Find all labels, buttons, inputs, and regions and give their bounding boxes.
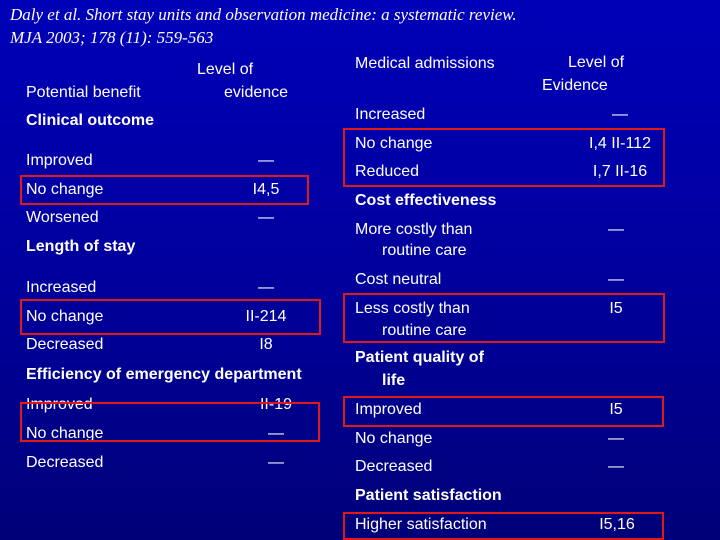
highlight-box-pq-improved	[343, 396, 664, 427]
section-patient-satisfaction: Patient satisfaction	[355, 487, 502, 504]
header-potential-benefit: Potential benefit	[26, 84, 141, 101]
header-evidence-left: evidence	[224, 84, 289, 101]
adm-no-change-value: I,4 II-112	[589, 135, 651, 152]
los-decreased-value: I8	[259, 336, 273, 353]
pq-no-change-value: —	[608, 430, 624, 447]
pq-decreased-value: —	[608, 458, 624, 475]
clinical-no-change-label: No change	[26, 181, 104, 198]
cost-more-value: —	[608, 221, 624, 238]
eff-no-change-value: —	[268, 425, 284, 442]
clinical-improved-value: —	[258, 152, 274, 169]
clinical-worsened-value: —	[258, 209, 274, 226]
citation-line-1: Daly et al. Short stay units and observation medicine: a systematic review.	[10, 5, 517, 24]
clinical-no-change-value: I4,5	[252, 181, 280, 198]
header-level-of-left: Level of	[197, 61, 254, 78]
ps-higher-label: Higher satisfaction	[355, 516, 487, 533]
highlight-box-cost-less	[343, 293, 665, 343]
pq-improved-value: I5	[609, 401, 623, 418]
pq-no-change-label: No change	[355, 430, 433, 447]
los-no-change-value: II-214	[245, 308, 287, 325]
cost-neutral-label: Cost neutral	[355, 271, 442, 288]
citation-line-2: MJA 2003; 178 (11): 559-563	[10, 28, 214, 47]
cost-more-label-2: routine care	[382, 242, 467, 259]
adm-reduced-label: Reduced	[355, 163, 420, 180]
cost-less-label-1: Less costly than	[355, 300, 470, 317]
adm-increased-value: —	[612, 106, 628, 123]
highlight-box-los-no-change	[20, 299, 321, 335]
clinical-improved-label: Improved	[26, 152, 93, 169]
adm-reduced-value: I,7 II-16	[592, 163, 648, 180]
los-increased-value: —	[258, 279, 274, 296]
los-no-change-label: No change	[26, 308, 104, 325]
highlight-box-eff-improved	[20, 402, 320, 442]
header-medical-admissions: Medical admissions	[355, 55, 495, 72]
section-cost-effectiveness: Cost effectiveness	[355, 192, 497, 209]
eff-decreased-value: —	[268, 454, 284, 471]
cost-less-label-2: routine care	[382, 322, 467, 339]
adm-no-change-label: No change	[355, 135, 433, 152]
cost-more-label-1: More costly than	[355, 221, 473, 238]
clinical-worsened-label: Worsened	[26, 209, 99, 226]
section-clinical-outcome: Clinical outcome	[26, 112, 155, 129]
highlight-box-admissions	[343, 128, 665, 187]
los-decreased-label: Decreased	[26, 336, 104, 353]
eff-improved-label: Improved	[26, 396, 93, 413]
pq-decreased-label: Decreased	[355, 458, 433, 475]
section-efficiency-ed: Efficiency of emergency department	[26, 366, 302, 383]
pq-improved-label: Improved	[355, 401, 422, 418]
section-patient-quality-1: Patient quality of	[355, 349, 484, 366]
header-level-of-right: Level of	[568, 54, 625, 71]
section-length-of-stay: Length of stay	[26, 238, 136, 255]
eff-no-change-label: No change	[26, 425, 104, 442]
eff-improved-value: II-19	[259, 396, 292, 413]
header-evidence-right: Evidence	[542, 77, 608, 94]
adm-increased-label: Increased	[355, 106, 426, 123]
highlight-box-clinical-no-change	[20, 175, 309, 205]
highlight-box-patient-satisfaction	[343, 512, 664, 540]
cost-less-value: I5	[609, 300, 623, 317]
cost-neutral-value: —	[608, 271, 624, 288]
eff-decreased-label: Decreased	[26, 454, 104, 471]
ps-higher-value: I5,16	[599, 516, 635, 533]
los-increased-label: Increased	[26, 279, 97, 296]
section-patient-quality-2: life	[382, 372, 406, 389]
